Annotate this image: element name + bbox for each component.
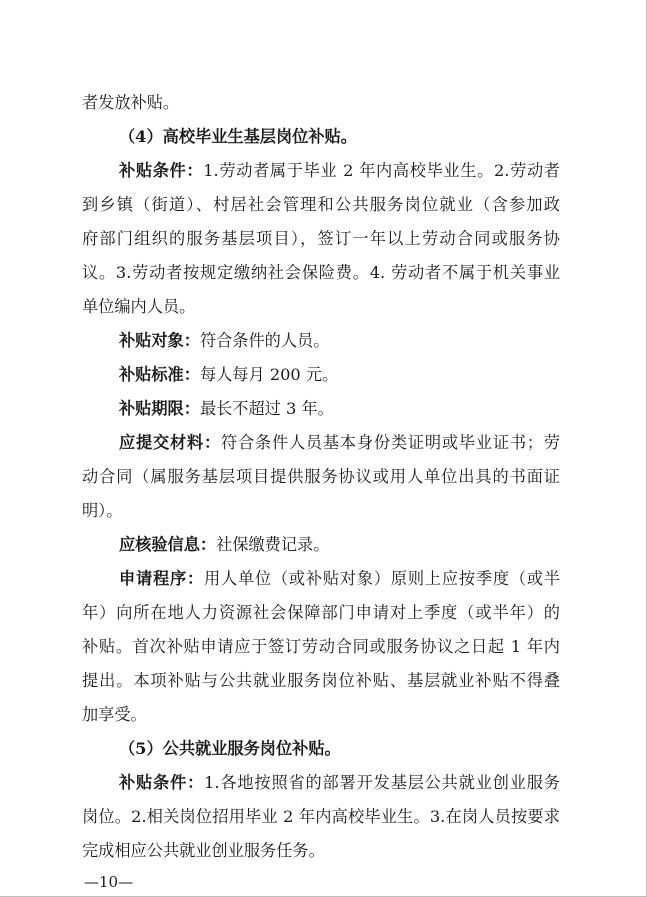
paragraph-line: 加享受。 (82, 705, 147, 724)
section-heading: （5）公共就业服务岗位补贴。 (119, 739, 341, 758)
paragraph-line: 者发放补贴。 (82, 93, 180, 112)
paragraph-line: 岗位。2.相关岗位招用毕业 2 年内高校毕业生。3.在岗人员按要求 (82, 807, 560, 826)
paragraph-line: 补贴条件：1.各地按照省的部署开发基层公共就业创业服务 (119, 773, 560, 792)
paragraph-line: 提出。本项补贴与公共就业服务岗位补贴、基层就业补贴不得叠 (82, 671, 560, 690)
paragraph-line: 单位编内人员。 (82, 297, 196, 316)
paragraph-line: 年）向所在地人力资源社会保障部门申请对上季度（或半年）的 (82, 603, 560, 622)
page-number: —10— (84, 873, 134, 891)
section-heading: （4）高校毕业生基层岗位补贴。 (119, 127, 357, 146)
paragraph-line: 应提交材料：符合条件人员基本身份类证明或毕业证书；劳 (119, 433, 561, 452)
paragraph-line: 补贴条件：1.劳动者属于毕业 2 年内高校毕业生。2.劳动者 (119, 161, 560, 180)
paragraph-line: 补贴对象：符合条件的人员。 (119, 331, 330, 350)
paragraph-line: 动合同（属服务基层项目提供服务协议或用人单位出具的书面证 (82, 467, 560, 486)
paragraph-line: 应核验信息：社保缴费记录。 (119, 535, 330, 554)
paragraph-line: 完成相应公共就业创业服务任务。 (82, 841, 325, 860)
paragraph-line: 补贴期限：最长不超过 3 年。 (119, 399, 334, 418)
paragraph-line: 申请程序：用人单位（或补贴对象）原则上应按季度（或半 (119, 569, 561, 588)
paragraph-line: 明）。 (82, 501, 123, 520)
paragraph-line: 到乡镇（街道）、村居社会管理和公共服务岗位就业（含参加政 (82, 195, 560, 214)
paragraph-line: 补贴。首次补贴申请应于签订劳动合同或服务协议之日起 1 年内 (82, 637, 560, 656)
paragraph-line: 府部门组织的服务基层项目），签订一年以上劳动合同或服务协 (82, 229, 560, 248)
paragraph-line: 补贴标准：每人每月 200 元。 (119, 365, 339, 384)
paragraph-line: 议。3.劳动者按规定缴纳社会保险费。4. 劳动者不属于机关事业 (82, 263, 560, 282)
